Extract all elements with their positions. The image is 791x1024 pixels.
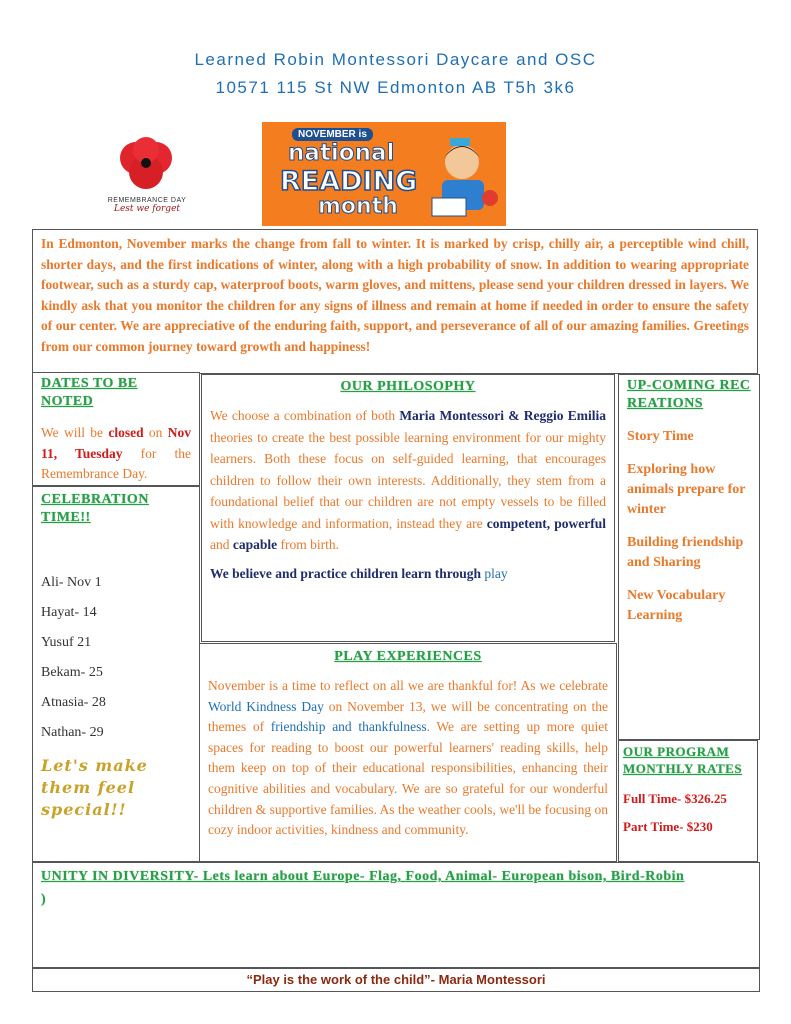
- philosophy-title: OUR PHILOSOPHY: [340, 379, 476, 394]
- recreation-list: [627, 427, 751, 626]
- unity-box: [32, 862, 760, 968]
- reading-national: national: [288, 140, 395, 166]
- recreation-item: Building friendship and Sharing: [627, 535, 744, 570]
- closed-word: closed: [108, 425, 144, 440]
- play-box: [199, 643, 617, 862]
- intro-box: [32, 229, 758, 374]
- closure-date: Nov 11, Tuesday: [41, 425, 191, 461]
- play-title: PLAY EXPERIENCES: [334, 649, 482, 664]
- recreation-item: Story Time: [627, 429, 694, 444]
- philosophy-names: Maria Montessori & Reggio Emilia: [399, 408, 606, 423]
- full-time-rate: Full Time- $326.25: [623, 791, 727, 806]
- celebration-slogan: Let's make them feel special!!: [41, 756, 148, 819]
- play-text-3: . We are setting up more quiet spaces for reading to boost our powerful learners' reading skills, help them keep on top of their educational responsibilities, enhancing their cognitive abilities and vocabulary. We are so grateful for our wonderful children & supportive families. As the weather cools, we'll be focusing on cozy indoor activities, kindness and community.: [208, 719, 608, 838]
- play-themes: friendship and thankfulness: [270, 719, 427, 735]
- dates-title: DATES TO BE NOTED: [41, 376, 138, 409]
- belief-play: play: [484, 565, 508, 581]
- closure-text-2: on: [143, 425, 168, 440]
- recreation-item: Exploring how animals prepare for winter: [627, 462, 746, 517]
- play-text-2: on November 13, we will be concentrating on the themes of: [208, 698, 608, 735]
- reading-month-banner: [262, 122, 506, 226]
- birthday-item: Ali- Nov 1: [41, 575, 102, 590]
- philosophy-text: [210, 405, 606, 556]
- birthday-list: [41, 575, 191, 755]
- reading-reading: READING: [280, 166, 418, 197]
- part-time-rate: Part Time- $230: [623, 819, 713, 834]
- remembrance-logo: [104, 136, 190, 222]
- philosophy-text-2: theories to create the best possible learning environment for our mighty learners. Both these focus on self-guided learning, that encourages children to follow their own interests. Additionally, they stem from a foundational belief that our children are not empty vessels to be filled with knowledge and information, instead they are: [210, 429, 606, 531]
- play-text: [208, 676, 608, 841]
- philosophy-keyword-2: capable: [232, 537, 278, 552]
- child-reading-icon: [428, 132, 502, 224]
- unity-paren: ): [41, 892, 47, 907]
- birthday-item: Bekam- 25: [41, 665, 103, 680]
- remembrance-title: REMEMBRANCE DAY: [107, 197, 187, 204]
- poppy-icon: [104, 136, 190, 192]
- philosophy-text-3: and: [210, 537, 233, 552]
- world-kindness-day: World Kindness Day: [208, 698, 324, 714]
- recreation-item: New Vocabulary Learning: [627, 588, 726, 623]
- reading-month: month: [318, 194, 398, 219]
- closure-text-3: for the Remembrance Day.: [41, 445, 191, 481]
- philosophy-text-4: from birth.: [277, 537, 340, 552]
- rates-box: [618, 740, 758, 862]
- celebration-title: CELEBRATION TIME!!: [41, 492, 149, 525]
- intro-text: In Edmonton, November marks the change from fall to winter. It is marked by crisp, chilly air, a perceptible wind chill, shorter days, and the first indications of winter, along with a high probability of snow. In addition to wearing appropriate footwear, such as a sturdy cap, waterproof boots, warm gloves, and mittens, please send your children dressed in layers. We kindly ask that you monitor the children for any signs of illness and remain at home if needed in order to ensure the safety of our center. We are appreciative of the enduring faith, support, and perseverance of all of our amazing families. Greetings from our common journey toward growth and happiness!: [41, 236, 749, 354]
- remembrance-sub: Lest we forget: [113, 204, 181, 214]
- center-name: Learned Robin Montessori Daycare and OSC: [194, 50, 597, 69]
- rates-title: OUR PROGRAM MONTHLY RATES: [623, 744, 743, 776]
- birthday-item: Yusuf 21: [41, 635, 92, 650]
- recreation-box: [618, 374, 760, 740]
- celebration-box: [32, 486, 200, 862]
- philosophy-box: [201, 374, 615, 642]
- play-text-1: November is a time to reflect on all we are thankful for! As we celebrate: [208, 678, 608, 693]
- closure-text-1: We will be: [41, 425, 109, 440]
- dates-box: [32, 372, 200, 486]
- philosophy-belief: [210, 566, 606, 582]
- philosophy-text-1: We choose a combination of both: [210, 408, 400, 423]
- philosophy-keyword-1: competent, powerful: [486, 515, 606, 531]
- birthday-item: Hayat- 14: [41, 605, 97, 620]
- reading-pre: NOVEMBER is: [292, 128, 373, 141]
- belief-text: We believe and practice children learn through: [210, 565, 485, 581]
- closure-notice: [41, 423, 191, 485]
- center-address: 10571 115 St NW Edmonton AB T5h 3k6: [215, 78, 576, 97]
- quote-bar: “Play is the work of the child”- Maria Montessori: [32, 968, 760, 992]
- birthday-item: Nathan- 29: [41, 725, 104, 740]
- birthday-item: Atnasia- 28: [41, 695, 106, 710]
- unity-title: UNITY IN DIVERSITY- Lets learn about Europe- Flag, Food, Animal- European bison, Bird-Robin: [41, 869, 685, 884]
- recreation-title: UP-COMING RECREATIONS: [627, 378, 751, 411]
